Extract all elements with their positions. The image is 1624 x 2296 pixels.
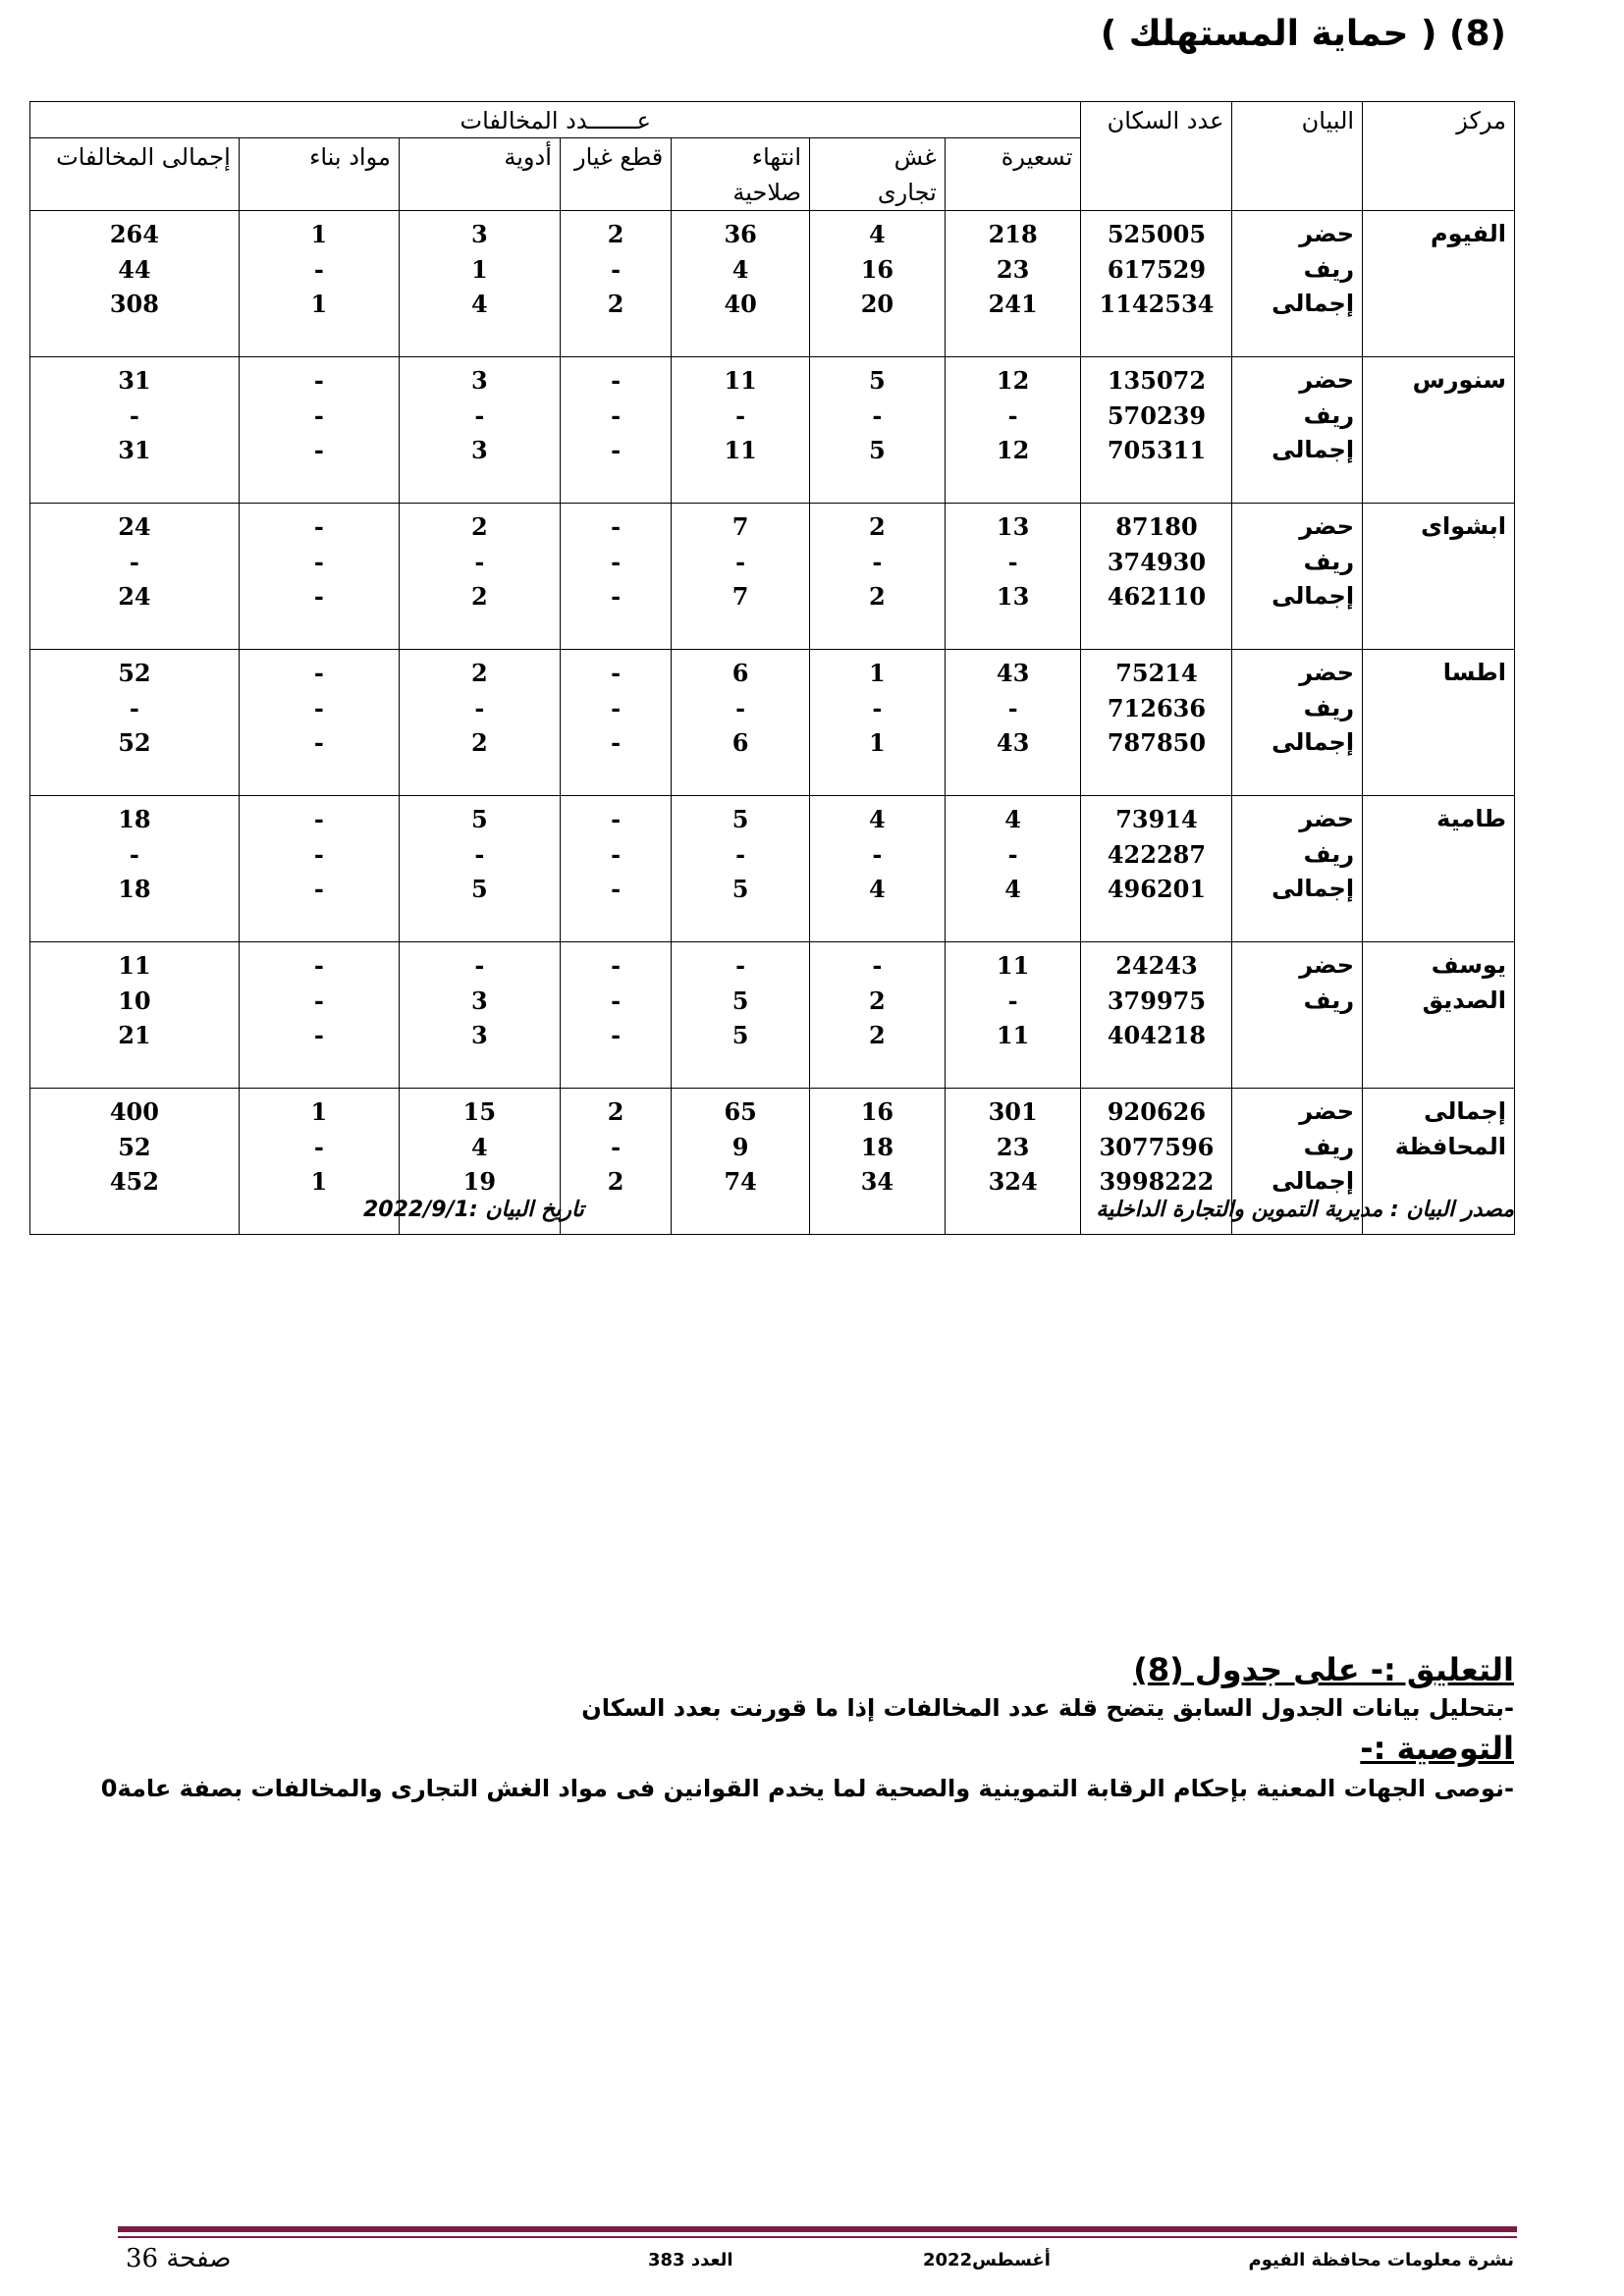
cell-value: - [611, 875, 622, 903]
cell-value: - [611, 436, 622, 464]
cell-statement [1232, 357, 1363, 504]
table-row [30, 942, 1515, 1089]
cell-value: 1 [869, 728, 886, 757]
cell-pricing [945, 796, 1081, 942]
cell-value: ريف [1303, 839, 1355, 868]
cell-value: 462110 [1107, 582, 1207, 611]
cell-value: 241 [988, 290, 1038, 318]
cell-value: 218 [988, 220, 1038, 248]
cell-value: حضر [1299, 805, 1355, 832]
cell-value: 2 [869, 512, 886, 541]
cell-value: إجمالى [1272, 1167, 1355, 1195]
cell-spare-parts [560, 942, 671, 1089]
footer-page-number: صفحة 36 [126, 2244, 232, 2273]
cell-value: سنورس [1412, 366, 1506, 394]
cell-population [1081, 942, 1232, 1089]
cell-value: 787850 [1107, 728, 1207, 757]
header-building-materials: مواد بناء [239, 138, 399, 211]
cell-value: 2 [471, 728, 488, 757]
cell-statement [1232, 796, 1363, 942]
cell-value: 4 [869, 875, 886, 903]
cell-total [30, 650, 240, 796]
cell-value: ريف [1303, 547, 1355, 575]
cell-spare-parts [560, 357, 671, 504]
cell-value: - [313, 693, 324, 722]
cell-value: - [1007, 547, 1018, 576]
cell-value: - [129, 547, 139, 576]
header-pricing: تسعيرة [945, 138, 1081, 211]
cell-value: - [611, 805, 622, 833]
cell-medicines [399, 211, 560, 357]
cell-value: 4 [471, 290, 488, 318]
cell-value: 40 [724, 290, 757, 318]
cell-value: - [313, 254, 324, 284]
cell-value: 2 [869, 1021, 886, 1049]
cell-value: 52 [118, 728, 151, 757]
cell-value: 1 [310, 290, 328, 318]
cell-value: - [313, 839, 324, 869]
cell-value: 6 [731, 728, 749, 757]
cell-value: 11 [118, 951, 151, 980]
cell-value: - [735, 839, 746, 869]
cell-expiry [672, 211, 810, 357]
cell-value: حضر [1299, 659, 1355, 686]
cell-value: - [611, 547, 622, 576]
cell-total [30, 796, 240, 942]
cell-value: - [872, 693, 883, 722]
cell-value: 3 [471, 1021, 488, 1049]
footer-month: أغسطس2022 [923, 2250, 1051, 2270]
header-statement: البيان [1232, 102, 1363, 211]
cell-value: - [735, 400, 746, 430]
cell-value: الصديق [1422, 986, 1506, 1014]
cell-value: 5 [471, 805, 488, 833]
cell-value: - [1007, 839, 1018, 869]
cell-fraud [810, 357, 946, 504]
cell-value: 43 [996, 659, 1030, 687]
cell-value: - [313, 512, 324, 541]
cell-value: - [1007, 400, 1018, 430]
cell-center [1363, 650, 1515, 796]
cell-value: 7 [731, 512, 749, 541]
cell-population [1081, 504, 1232, 650]
cell-value: - [1007, 693, 1018, 722]
cell-fraud [810, 504, 946, 650]
cell-value: 43 [996, 728, 1030, 757]
cell-value: 16 [860, 254, 894, 284]
header-violations-group: عـــــــدد المخالفات [30, 102, 1081, 138]
cell-value: 16 [860, 1097, 894, 1126]
cell-pricing [945, 357, 1081, 504]
cell-value: - [872, 400, 883, 430]
cell-value: 13 [996, 582, 1030, 611]
cell-value: 5 [731, 875, 749, 903]
cell-value: المحافظة [1394, 1132, 1506, 1160]
cell-building [239, 504, 399, 650]
cell-fraud [810, 650, 946, 796]
cell-value: حضر [1299, 951, 1355, 979]
cell-value: اطسا [1442, 659, 1506, 686]
cell-value: ابشواى [1421, 512, 1506, 540]
cell-center [1363, 796, 1515, 942]
cell-value: 5 [731, 986, 749, 1015]
cell-value: 617529 [1107, 254, 1207, 284]
cell-value: 4 [869, 220, 886, 248]
cell-value: - [611, 366, 622, 395]
cell-value: - [611, 693, 622, 722]
cell-medicines [399, 942, 560, 1089]
cell-value: 20 [860, 290, 894, 318]
cell-value: - [474, 951, 485, 980]
cell-value [1240, 1018, 1354, 1053]
cell-value: - [313, 659, 324, 687]
cell-value: 2 [471, 582, 488, 611]
header-fraud: غش تجارى [810, 138, 946, 211]
cell-value: 5 [869, 436, 886, 464]
cell-value: 1 [869, 659, 886, 687]
cell-value: 19 [462, 1167, 497, 1196]
footer-rule-thin [118, 2236, 1517, 2238]
cell-value: طامية [1436, 805, 1506, 832]
cell-value: 4 [1004, 875, 1021, 903]
cell-value: 75214 [1115, 659, 1198, 687]
cell-expiry [672, 942, 810, 1089]
cell-fraud [810, 796, 946, 942]
recommendation-body: -نوصى الجهات المعنية بإحكام الرقابة التموينية والصحية لما يخدم القوانين فى مواد الغش التجارى والمخالفات بصفة عامة0 [100, 1775, 1514, 1802]
cell-value: إجمالى [1424, 1097, 1506, 1125]
cell-value: - [313, 400, 324, 430]
cell-value: 920626 [1107, 1097, 1207, 1126]
cell-value: 31 [118, 436, 151, 464]
cell-value: 73914 [1115, 805, 1198, 833]
cell-pricing [945, 211, 1081, 357]
cell-statement [1232, 942, 1363, 1089]
cell-value: ريف [1303, 400, 1355, 429]
cell-total [30, 211, 240, 357]
cell-value: - [735, 693, 746, 722]
cell-value: 13 [996, 512, 1030, 541]
footer-publication: نشرة معلومات محافظة الفيوم [1248, 2250, 1514, 2270]
cell-value: 11 [724, 366, 757, 395]
cell-value: 1142534 [1099, 290, 1215, 318]
cell-value: - [313, 1021, 324, 1049]
cell-building [239, 211, 399, 357]
cell-value: 74 [724, 1167, 757, 1196]
cell-value: - [474, 547, 485, 576]
cell-value: ريف [1303, 254, 1355, 283]
cell-building [239, 650, 399, 796]
cell-value: إجمالى [1272, 436, 1355, 463]
cell-spare-parts [560, 796, 671, 942]
cell-value: 18 [118, 805, 151, 833]
cell-value: 11 [724, 436, 757, 464]
cell-value: - [313, 547, 324, 576]
cell-value: 23 [996, 254, 1030, 284]
cell-value: - [611, 659, 622, 687]
cell-value: 9 [731, 1132, 749, 1161]
cell-value: - [611, 728, 622, 757]
cell-value: 5 [731, 1021, 749, 1049]
cell-center [1363, 504, 1515, 650]
cell-building [239, 796, 399, 942]
cell-value: - [313, 951, 324, 980]
cell-value: 379975 [1107, 986, 1207, 1015]
cell-value: 135072 [1107, 366, 1207, 395]
cell-statement [1232, 650, 1363, 796]
cell-value: 452 [109, 1167, 159, 1196]
cell-value: 5 [869, 366, 886, 395]
cell-value: 34 [860, 1167, 894, 1196]
cell-value: حضر [1299, 366, 1355, 394]
cell-value: 31 [118, 366, 151, 395]
cell-value: - [611, 986, 622, 1015]
cell-value: - [313, 986, 324, 1015]
cell-value: - [611, 582, 622, 611]
cell-value: - [611, 951, 622, 980]
cell-value: 24 [118, 512, 151, 541]
cell-value: 4 [1004, 805, 1021, 833]
cell-value: 2 [869, 986, 886, 1015]
footer-issue: العدد 383 [648, 2250, 733, 2270]
cell-total [30, 942, 240, 1089]
comment-body: -بتحليل بيانات الجدول السابق يتضح قلة عدد المخالفات إذا ما قورنت بعدد السكان [581, 1694, 1514, 1722]
header-center: مركز [1363, 102, 1515, 211]
cell-value: - [611, 512, 622, 541]
cell-value: - [611, 839, 622, 869]
cell-value: 400 [109, 1097, 159, 1126]
cell-value: 12 [996, 436, 1030, 464]
header-population: عدد السكان [1081, 102, 1232, 211]
cell-value: - [1007, 986, 1018, 1015]
cell-fraud [810, 942, 946, 1089]
cell-value: إجمالى [1272, 875, 1355, 902]
table-row [30, 796, 1515, 942]
cell-value: حضر [1299, 220, 1355, 247]
cell-value: 5 [471, 875, 488, 903]
cell-value: ريف [1303, 1132, 1355, 1160]
cell-value: 4 [869, 805, 886, 833]
cell-value: 7 [731, 582, 749, 611]
cell-value: إجمالى [1272, 582, 1355, 610]
cell-value: - [474, 400, 485, 430]
cell-value: 705311 [1107, 436, 1207, 464]
cell-value: - [872, 839, 883, 869]
cell-total [30, 504, 240, 650]
cell-building [239, 357, 399, 504]
cell-value: 374930 [1107, 547, 1207, 576]
cell-value: 3 [471, 436, 488, 464]
cell-value: - [313, 1132, 324, 1161]
cell-value: 52 [118, 1132, 151, 1161]
cell-fraud [810, 1089, 946, 1235]
cell-value: 4 [731, 254, 749, 284]
header-medicines: أدوية [399, 138, 560, 211]
cell-total [30, 357, 240, 504]
cell-value: - [313, 805, 324, 833]
cell-pricing [945, 504, 1081, 650]
cell-value: - [313, 366, 324, 395]
cell-value: 324 [988, 1167, 1038, 1196]
cell-value: 496201 [1107, 875, 1207, 903]
recommendation-title: التوصية :- [1360, 1730, 1514, 1767]
cell-center [1363, 942, 1515, 1089]
cell-value: 264 [109, 220, 159, 248]
table-row [30, 504, 1515, 650]
table-row [30, 357, 1515, 504]
cell-value: 23 [996, 1132, 1030, 1161]
cell-total [30, 1089, 240, 1235]
cell-expiry [672, 796, 810, 942]
cell-value: 21 [118, 1021, 151, 1049]
cell-value: الفيوم [1431, 220, 1506, 247]
cell-value: 2 [471, 512, 488, 541]
cell-value: 11 [996, 951, 1030, 980]
header-expiry: انتهاء صلاحية [672, 138, 810, 211]
cell-value: 712636 [1107, 693, 1207, 722]
cell-value: 36 [724, 220, 757, 248]
cell-value: - [313, 728, 324, 757]
footer-rule [118, 2226, 1517, 2232]
cell-value: 2 [607, 1097, 624, 1126]
cell-spare-parts [560, 211, 671, 357]
cell-population [1081, 796, 1232, 942]
cell-value: - [313, 436, 324, 464]
cell-value: 24 [118, 582, 151, 611]
cell-value: - [129, 839, 139, 869]
comment-title: التعليق :- على جدول (8) [1133, 1651, 1514, 1688]
cell-value: 308 [109, 290, 159, 318]
cell-value: 404218 [1107, 1021, 1207, 1049]
cell-value: حضر [1299, 512, 1355, 540]
cell-value: 5 [731, 805, 749, 833]
cell-pricing [945, 1089, 1081, 1235]
cell-center [1363, 211, 1515, 357]
cell-value: ريف [1303, 693, 1355, 721]
cell-value: - [872, 951, 883, 980]
header-total-violations: إجمالى المخالفات [30, 138, 240, 211]
cell-value: يوسف [1431, 951, 1506, 979]
cell-center [1363, 357, 1515, 504]
cell-value: 52 [118, 659, 151, 687]
consumer-protection-table [29, 101, 1515, 1235]
cell-value: إجمالى [1272, 728, 1355, 756]
cell-medicines [399, 504, 560, 650]
cell-value: 10 [118, 986, 151, 1015]
cell-medicines [399, 357, 560, 504]
cell-value: 6 [731, 659, 749, 687]
cell-value: إجمالى [1272, 290, 1355, 317]
cell-spare-parts [560, 650, 671, 796]
cell-expiry [672, 1089, 810, 1235]
cell-fraud [810, 211, 946, 357]
cell-value: 2 [471, 659, 488, 687]
cell-value: حضر [1299, 1097, 1355, 1125]
cell-value: 24243 [1115, 951, 1198, 980]
cell-statement [1232, 504, 1363, 650]
cell-value: 2 [607, 290, 624, 318]
cell-value: 11 [996, 1021, 1030, 1049]
cell-value: 525005 [1107, 220, 1207, 248]
data-source-note: مصدر البيان : مديرية التموين والتجارة الداخلية [1096, 1198, 1514, 1222]
cell-value: - [129, 400, 139, 430]
cell-value: 3998222 [1099, 1167, 1215, 1196]
cell-value: 3 [471, 366, 488, 395]
table-row [30, 211, 1515, 357]
cell-value: - [313, 875, 324, 903]
cell-population [1081, 357, 1232, 504]
header-spare-parts: قطع غيار [560, 138, 671, 211]
cell-value: - [735, 951, 746, 980]
cell-value: 3077596 [1099, 1132, 1215, 1161]
cell-value: - [611, 254, 622, 284]
cell-value: ريف [1303, 986, 1355, 1014]
cell-value: - [611, 400, 622, 430]
cell-value: - [129, 693, 139, 722]
cell-value: 12 [996, 366, 1030, 395]
cell-value: - [474, 693, 485, 722]
cell-expiry [672, 357, 810, 504]
cell-medicines [399, 796, 560, 942]
cell-value: 65 [724, 1097, 757, 1126]
cell-value: 1 [310, 220, 328, 248]
cell-pricing [945, 942, 1081, 1089]
cell-statement [1232, 211, 1363, 357]
cell-building [239, 942, 399, 1089]
table-row [30, 650, 1515, 796]
cell-value: - [735, 547, 746, 576]
cell-pricing [945, 650, 1081, 796]
cell-expiry [672, 504, 810, 650]
cell-value: 87180 [1115, 512, 1198, 541]
cell-value: 1 [471, 254, 488, 284]
cell-value: 1 [310, 1097, 328, 1126]
cell-value: 570239 [1107, 400, 1207, 430]
cell-value: 3 [471, 220, 488, 248]
cell-population [1081, 650, 1232, 796]
cell-value: 2 [607, 220, 624, 248]
cell-value: 18 [118, 875, 151, 903]
cell-value: - [872, 547, 883, 576]
cell-value: 18 [860, 1132, 894, 1161]
cell-value: 3 [471, 986, 488, 1015]
cell-value: - [313, 582, 324, 611]
cell-value: - [474, 839, 485, 869]
cell-value: 15 [462, 1097, 497, 1126]
cell-value: 44 [118, 254, 151, 284]
cell-value: 1 [310, 1167, 328, 1196]
cell-value: 2 [607, 1167, 624, 1196]
cell-value: 301 [988, 1097, 1038, 1126]
data-date-note: تاريخ البيان :2022/9/1 [363, 1198, 584, 1222]
cell-value: 2 [869, 582, 886, 611]
cell-medicines [399, 650, 560, 796]
cell-value: 4 [471, 1132, 488, 1161]
page-title: (8) ( حماية المستهلك ) [1100, 14, 1506, 54]
cell-value: - [611, 1132, 622, 1161]
cell-expiry [672, 650, 810, 796]
cell-value: - [611, 1021, 622, 1049]
cell-value: 422287 [1107, 839, 1207, 869]
cell-spare-parts [560, 504, 671, 650]
cell-population [1081, 211, 1232, 357]
